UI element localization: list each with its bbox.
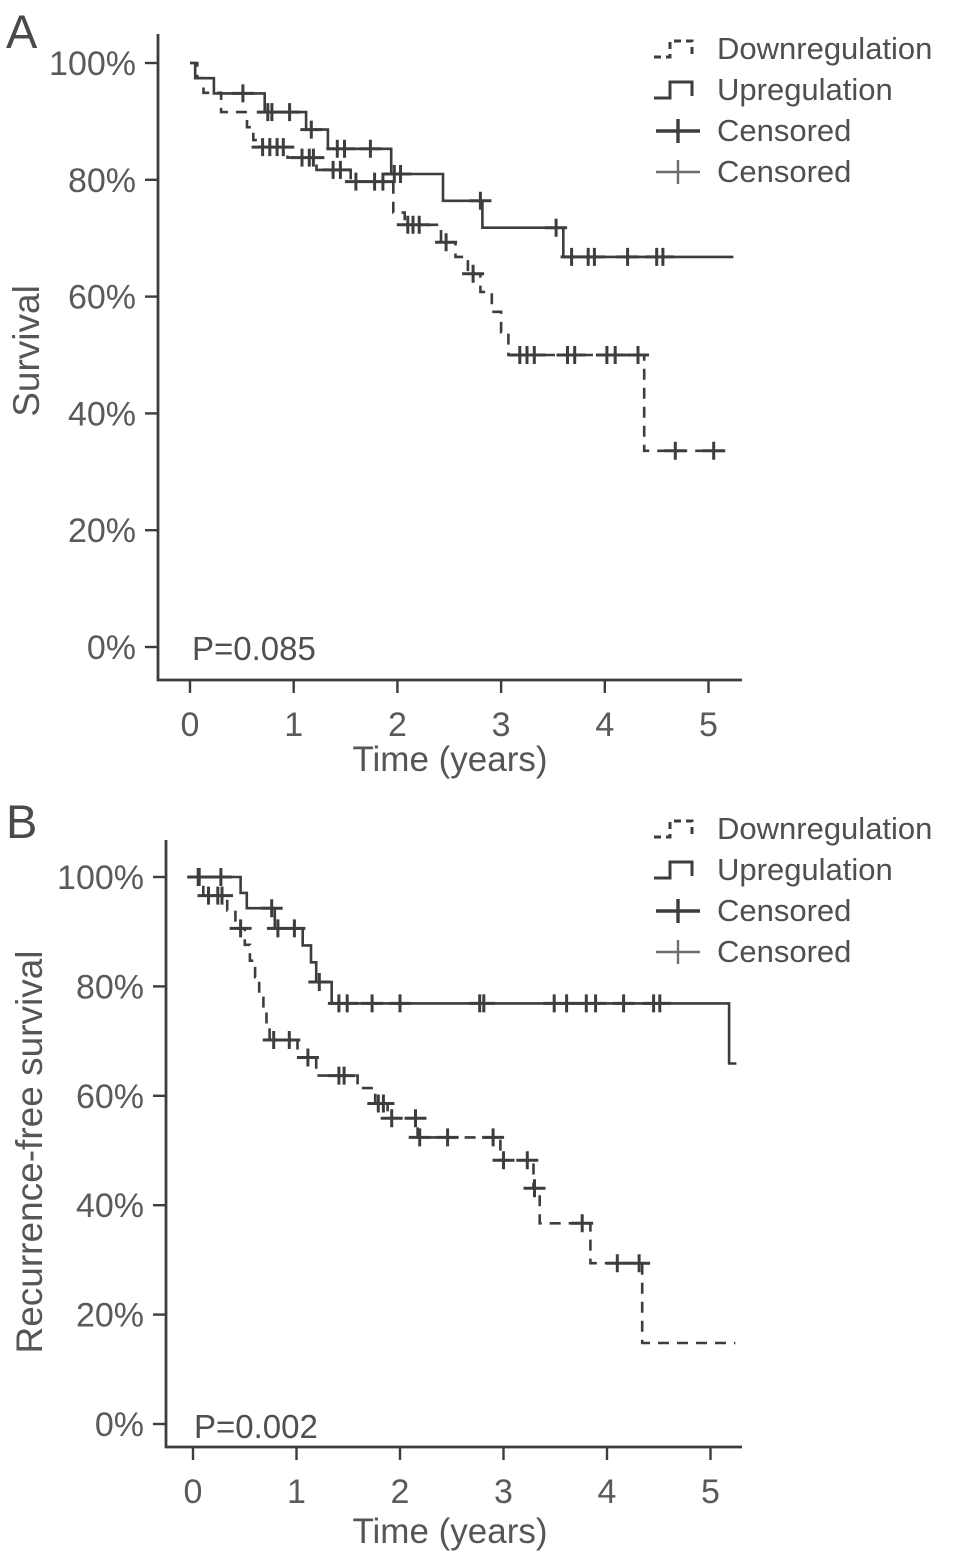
y-tick-label: 40% xyxy=(75,1187,144,1226)
x-tick-label: 1 xyxy=(284,706,304,744)
legend-row-upregulation xyxy=(648,69,932,110)
panel-label-b: B xyxy=(6,795,38,848)
x-tick-label: 5 xyxy=(701,1473,720,1511)
x-tick-label: 3 xyxy=(494,1473,513,1511)
y-tick-label: 80% xyxy=(75,968,144,1007)
legend-label: Downregulation xyxy=(717,30,933,66)
y-tick-label: 80% xyxy=(67,161,136,200)
legend-label: Upregulation xyxy=(717,71,893,107)
y-axis-title-a: Survival xyxy=(6,285,47,417)
y-tick-label: 40% xyxy=(67,395,136,434)
censored-plus-icon xyxy=(648,158,708,186)
x-tick-label: 1 xyxy=(287,1473,306,1511)
legend-row-censored-1 xyxy=(648,890,932,931)
legend-row-censored-2 xyxy=(648,151,932,192)
legend-row-downregulation xyxy=(648,28,932,69)
dashed-step-line-icon xyxy=(648,815,708,843)
legend-label: Censored xyxy=(717,153,852,189)
y-tick-label: 20% xyxy=(67,512,136,551)
y-tick-label: 100% xyxy=(57,859,144,897)
legend-label: Censored xyxy=(717,933,852,969)
p-value-a: P=0.085 xyxy=(192,630,316,667)
dashed-step-line-icon xyxy=(648,35,708,63)
legend-row-downregulation xyxy=(648,808,932,849)
p-value-b: P=0.002 xyxy=(194,1408,318,1445)
solid-step-line-icon xyxy=(648,856,708,884)
censored-plus-icon xyxy=(648,897,708,925)
y-tick-label: 60% xyxy=(67,278,136,317)
x-tick-label: 5 xyxy=(699,706,718,744)
solid-step-line-icon xyxy=(648,76,708,104)
legend-row-upregulation xyxy=(648,849,932,890)
legend-b xyxy=(648,808,932,972)
legend-a xyxy=(648,28,932,192)
y-tick-label: 100% xyxy=(49,45,136,83)
x-tick-label: 0 xyxy=(180,706,200,744)
x-axis-title-a: Time (years) xyxy=(352,740,548,779)
censor-marks-upregulation xyxy=(188,868,671,1012)
censored-plus-icon xyxy=(648,938,708,966)
censored-plus-icon xyxy=(648,117,708,145)
y-tick-label: 60% xyxy=(75,1077,144,1116)
x-tick-label: 4 xyxy=(597,1473,617,1511)
legend-label: Downregulation xyxy=(717,810,933,846)
x-axis-title-b: Time (years) xyxy=(352,1512,548,1551)
legend-row-censored-2 xyxy=(648,931,932,972)
y-tick-label: 0% xyxy=(94,1406,144,1444)
legend-label: Censored xyxy=(717,892,852,928)
y-axis-title-b: Recurrence-free survival xyxy=(9,950,50,1354)
censor-marks-downregulation xyxy=(187,868,650,1272)
x-tick-label: 0 xyxy=(183,1473,203,1511)
x-tick-label: 2 xyxy=(387,706,407,744)
recurrence-free-survival-panel-b xyxy=(0,780,969,1560)
legend-label: Upregulation xyxy=(717,851,893,887)
y-tick-label: 20% xyxy=(75,1296,144,1335)
x-tick-label: 3 xyxy=(491,706,511,744)
legend-label: Censored xyxy=(717,112,852,148)
censor-marks-upregulation xyxy=(232,84,674,266)
x-tick-label: 4 xyxy=(595,706,615,744)
y-tick-label: 0% xyxy=(86,629,136,667)
panel-label-a: A xyxy=(6,5,38,58)
legend-row-censored-1 xyxy=(648,110,932,151)
x-tick-label: 2 xyxy=(390,1473,410,1511)
